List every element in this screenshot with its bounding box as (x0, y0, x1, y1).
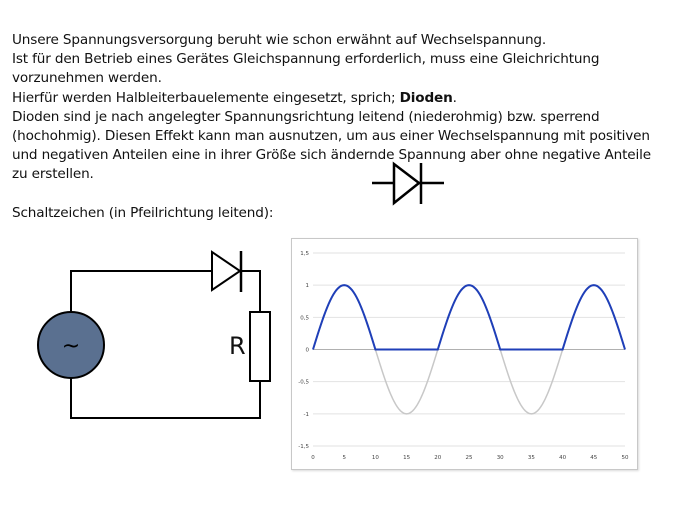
diode-symbol-icon (368, 160, 448, 208)
ac-source-symbol: ~ (61, 334, 81, 359)
chart-x-tick-label: 35 (527, 455, 535, 461)
text-line-5: Dioden sind je nach angelegter Spannungsrichtung leitend (niederohmig) bzw. sperrend (12, 108, 600, 125)
circuit-diode-icon (212, 251, 241, 292)
chart-y-tick-label: 0 (305, 347, 309, 354)
text-line-1: Unsere Spannungsversorgung beruht wie schon erwähnt auf Wechselspannung. (12, 32, 547, 48)
circuit-wire-top (71, 271, 212, 315)
chart-y-tick-label: 0,5 (300, 315, 309, 322)
chart-y-tick-label: 1,5 (300, 251, 309, 257)
chart-x-tick-label: 0 (311, 455, 315, 461)
chart-x-tick-label: 50 (621, 455, 629, 461)
chart-x-tick-label: 10 (371, 455, 379, 461)
chart-x-tick-label: 25 (465, 455, 473, 461)
chart-svg (292, 239, 637, 469)
chart-y-tick-label: 1 (305, 283, 309, 290)
chart-x-tick-label: 30 (496, 455, 504, 461)
chart-y-tick-label: -0,5 (298, 379, 309, 386)
circuit-wire-right (242, 271, 260, 312)
chart-x-tick-label: 20 (434, 455, 442, 461)
resistor-icon (250, 312, 270, 381)
rectified-wave-chart (291, 238, 638, 470)
text-line-6: (hochohmig). Diesen Effekt kann man ausnutzen, um aus einer Wechselspannung mit positiven (12, 128, 650, 145)
text-line-2: Ist für den Betrieb eines Gerätes Gleichspannung erforderlich, muss eine Gleichrichtung (12, 51, 600, 68)
text-line-3: vorzunehmen werden. (12, 70, 162, 87)
chart-x-tick-label: 15 (403, 455, 411, 461)
chart-x-tick-label: 45 (590, 455, 598, 461)
circuit-wire-bottom (71, 375, 260, 418)
chart-x-tick-label: 5 (342, 455, 346, 461)
explanation-text (12, 31, 672, 223)
text-line-4-suffix: . (452, 89, 457, 106)
text-line-9: Schaltzeichen (in Pfeilrichtung leitend): (12, 204, 274, 221)
text-line-7: und negativen Anteilen eine in ihrer Größe sich ändernde Spannung aber ohne negative Anteile (12, 147, 651, 164)
resistor-label: R (229, 332, 246, 360)
dioden-bold-term: Dioden (399, 89, 453, 106)
chart-y-tick-label: -1,5 (298, 444, 309, 450)
text-line-4-prefix: Hierfür werden Halbleiterbauelemente eingesetzt, sprich; (12, 89, 400, 106)
text-line-8: zu erstellen. (12, 166, 94, 183)
chart-y-tick-label: -1 (303, 411, 309, 418)
text-line-4 (12, 89, 672, 108)
chart-x-tick-label: 40 (559, 455, 567, 461)
